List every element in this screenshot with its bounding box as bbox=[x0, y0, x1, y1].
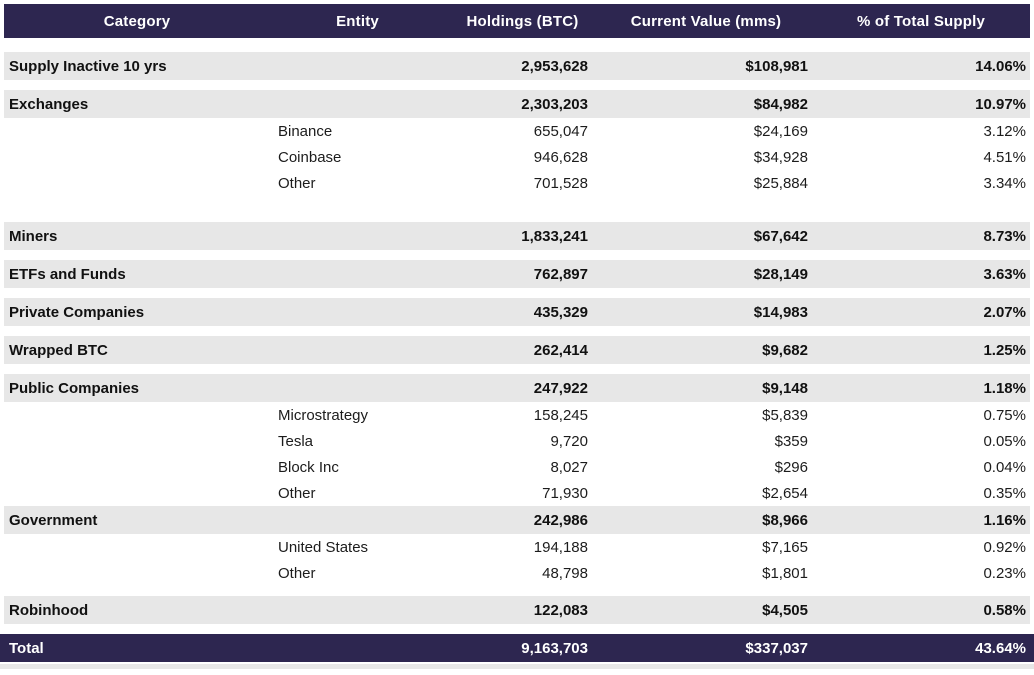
column-header-category: Category bbox=[103, 12, 171, 30]
current-value-cell: $4,505 bbox=[762, 601, 808, 619]
category-row bbox=[4, 374, 1030, 402]
pct-total-supply-cell: 1.18% bbox=[983, 379, 1026, 397]
category-cell: Robinhood bbox=[9, 601, 89, 619]
current-value-cell: $25,884 bbox=[753, 174, 808, 192]
current-value-cell: $34,928 bbox=[753, 148, 808, 166]
category-cell: Exchanges bbox=[9, 95, 89, 113]
entity-row bbox=[4, 118, 1030, 144]
pct-total-supply-cell: 8.73% bbox=[983, 227, 1026, 245]
pct-total-supply-cell: 3.34% bbox=[983, 174, 1026, 192]
holdings-btc-cell: 48,798 bbox=[542, 564, 588, 582]
current-value-cell: $7,165 bbox=[762, 538, 808, 556]
current-value-cell: $296 bbox=[774, 458, 808, 476]
current-value-cell: $337,037 bbox=[745, 639, 808, 657]
table-header-row bbox=[4, 4, 1030, 38]
category-row bbox=[4, 596, 1030, 624]
entity-cell: Coinbase bbox=[278, 148, 342, 166]
holdings-btc-cell: 435,329 bbox=[533, 303, 588, 321]
holdings-btc-cell: 71,930 bbox=[542, 484, 588, 502]
category-row bbox=[4, 506, 1030, 534]
entity-row bbox=[4, 144, 1030, 170]
holdings-btc-cell: 946,628 bbox=[533, 148, 588, 166]
category-row bbox=[4, 90, 1030, 118]
current-value-cell: $1,801 bbox=[762, 564, 808, 582]
entity-cell: Other bbox=[278, 174, 316, 192]
column-header-entity: Entity bbox=[336, 12, 379, 30]
holdings-btc-cell: 8,027 bbox=[550, 458, 588, 476]
category-row bbox=[4, 260, 1030, 288]
total-row bbox=[0, 634, 1034, 662]
entity-cell: Block Inc bbox=[278, 458, 339, 476]
category-cell: Private Companies bbox=[9, 303, 145, 321]
category-cell: Public Companies bbox=[9, 379, 140, 397]
category-cell: Total bbox=[9, 639, 44, 657]
holdings-btc-cell: 158,245 bbox=[533, 406, 588, 424]
category-cell: Miners bbox=[9, 227, 58, 245]
holdings-btc-cell: 262,414 bbox=[533, 341, 588, 359]
holdings-btc-cell: 122,083 bbox=[533, 601, 588, 619]
category-row bbox=[4, 222, 1030, 250]
entity-row bbox=[4, 428, 1030, 454]
current-value-cell: $67,642 bbox=[753, 227, 808, 245]
entity-cell: Microstrategy bbox=[278, 406, 369, 424]
category-cell: Supply Inactive 10 yrs bbox=[9, 57, 167, 75]
current-value-cell: $108,981 bbox=[745, 57, 808, 75]
holdings-btc-cell: 9,720 bbox=[550, 432, 588, 450]
entity-cell: Other bbox=[278, 564, 316, 582]
pct-total-supply-cell: 10.97% bbox=[975, 95, 1026, 113]
column-header-holdings-btc: Holdings (BTC) bbox=[466, 12, 579, 30]
holdings-btc-cell: 9,163,703 bbox=[521, 639, 588, 657]
pct-total-supply-cell: 43.64% bbox=[975, 639, 1026, 657]
pct-total-supply-cell: 0.58% bbox=[983, 601, 1026, 619]
holdings-btc-cell: 701,528 bbox=[533, 174, 588, 192]
current-value-cell: $359 bbox=[774, 432, 808, 450]
entity-cell: Other bbox=[278, 484, 316, 502]
clipped-next-row bbox=[0, 664, 1034, 669]
column-header-current-value: Current Value (mms) bbox=[630, 12, 782, 30]
current-value-cell: $28,149 bbox=[753, 265, 808, 283]
entity-row bbox=[4, 560, 1030, 586]
pct-total-supply-cell: 0.92% bbox=[983, 538, 1026, 556]
current-value-cell: $5,839 bbox=[762, 406, 808, 424]
current-value-cell: $9,682 bbox=[762, 341, 808, 359]
column-header-pct-total-supply: % of Total Supply bbox=[856, 12, 986, 30]
category-row bbox=[4, 52, 1030, 80]
category-cell: Wrapped BTC bbox=[9, 341, 108, 359]
pct-total-supply-cell: 0.04% bbox=[983, 458, 1026, 476]
holdings-btc-cell: 1,833,241 bbox=[521, 227, 588, 245]
table-body bbox=[4, 52, 1030, 662]
holdings-btc-cell: 762,897 bbox=[533, 265, 588, 283]
entity-row bbox=[4, 454, 1030, 480]
current-value-cell: $14,983 bbox=[753, 303, 808, 321]
holdings-btc-cell: 242,986 bbox=[533, 511, 588, 529]
pct-total-supply-cell: 0.75% bbox=[983, 406, 1026, 424]
pct-total-supply-cell: 3.63% bbox=[983, 265, 1026, 283]
pct-total-supply-cell: 4.51% bbox=[983, 148, 1026, 166]
pct-total-supply-cell: 2.07% bbox=[983, 303, 1026, 321]
entity-row bbox=[4, 480, 1030, 506]
current-value-cell: $2,654 bbox=[762, 484, 808, 502]
entity-row bbox=[4, 170, 1030, 196]
pct-total-supply-cell: 0.05% bbox=[983, 432, 1026, 450]
pct-total-supply-cell: 14.06% bbox=[975, 57, 1026, 75]
entity-row bbox=[4, 402, 1030, 428]
current-value-cell: $84,982 bbox=[753, 95, 808, 113]
pct-total-supply-cell: 0.23% bbox=[983, 564, 1026, 582]
pct-total-supply-cell: 1.16% bbox=[983, 511, 1026, 529]
holdings-btc-cell: 655,047 bbox=[533, 122, 588, 140]
holdings-btc-cell: 194,188 bbox=[533, 538, 588, 556]
entity-cell: Tesla bbox=[278, 432, 314, 450]
entity-cell: United States bbox=[278, 538, 369, 556]
category-row bbox=[4, 298, 1030, 326]
entity-cell: Binance bbox=[278, 122, 333, 140]
entity-row bbox=[4, 534, 1030, 560]
category-row bbox=[4, 336, 1030, 364]
category-cell: ETFs and Funds bbox=[9, 265, 126, 283]
current-value-cell: $8,966 bbox=[762, 511, 808, 529]
holdings-btc-cell: 2,303,203 bbox=[521, 95, 588, 113]
pct-total-supply-cell: 0.35% bbox=[983, 484, 1026, 502]
category-cell: Government bbox=[9, 511, 98, 529]
pct-total-supply-cell: 3.12% bbox=[983, 122, 1026, 140]
pct-total-supply-cell: 1.25% bbox=[983, 341, 1026, 359]
holdings-btc-cell: 247,922 bbox=[533, 379, 588, 397]
holdings-btc-cell: 2,953,628 bbox=[521, 57, 588, 75]
current-value-cell: $9,148 bbox=[762, 379, 808, 397]
current-value-cell: $24,169 bbox=[753, 122, 808, 140]
